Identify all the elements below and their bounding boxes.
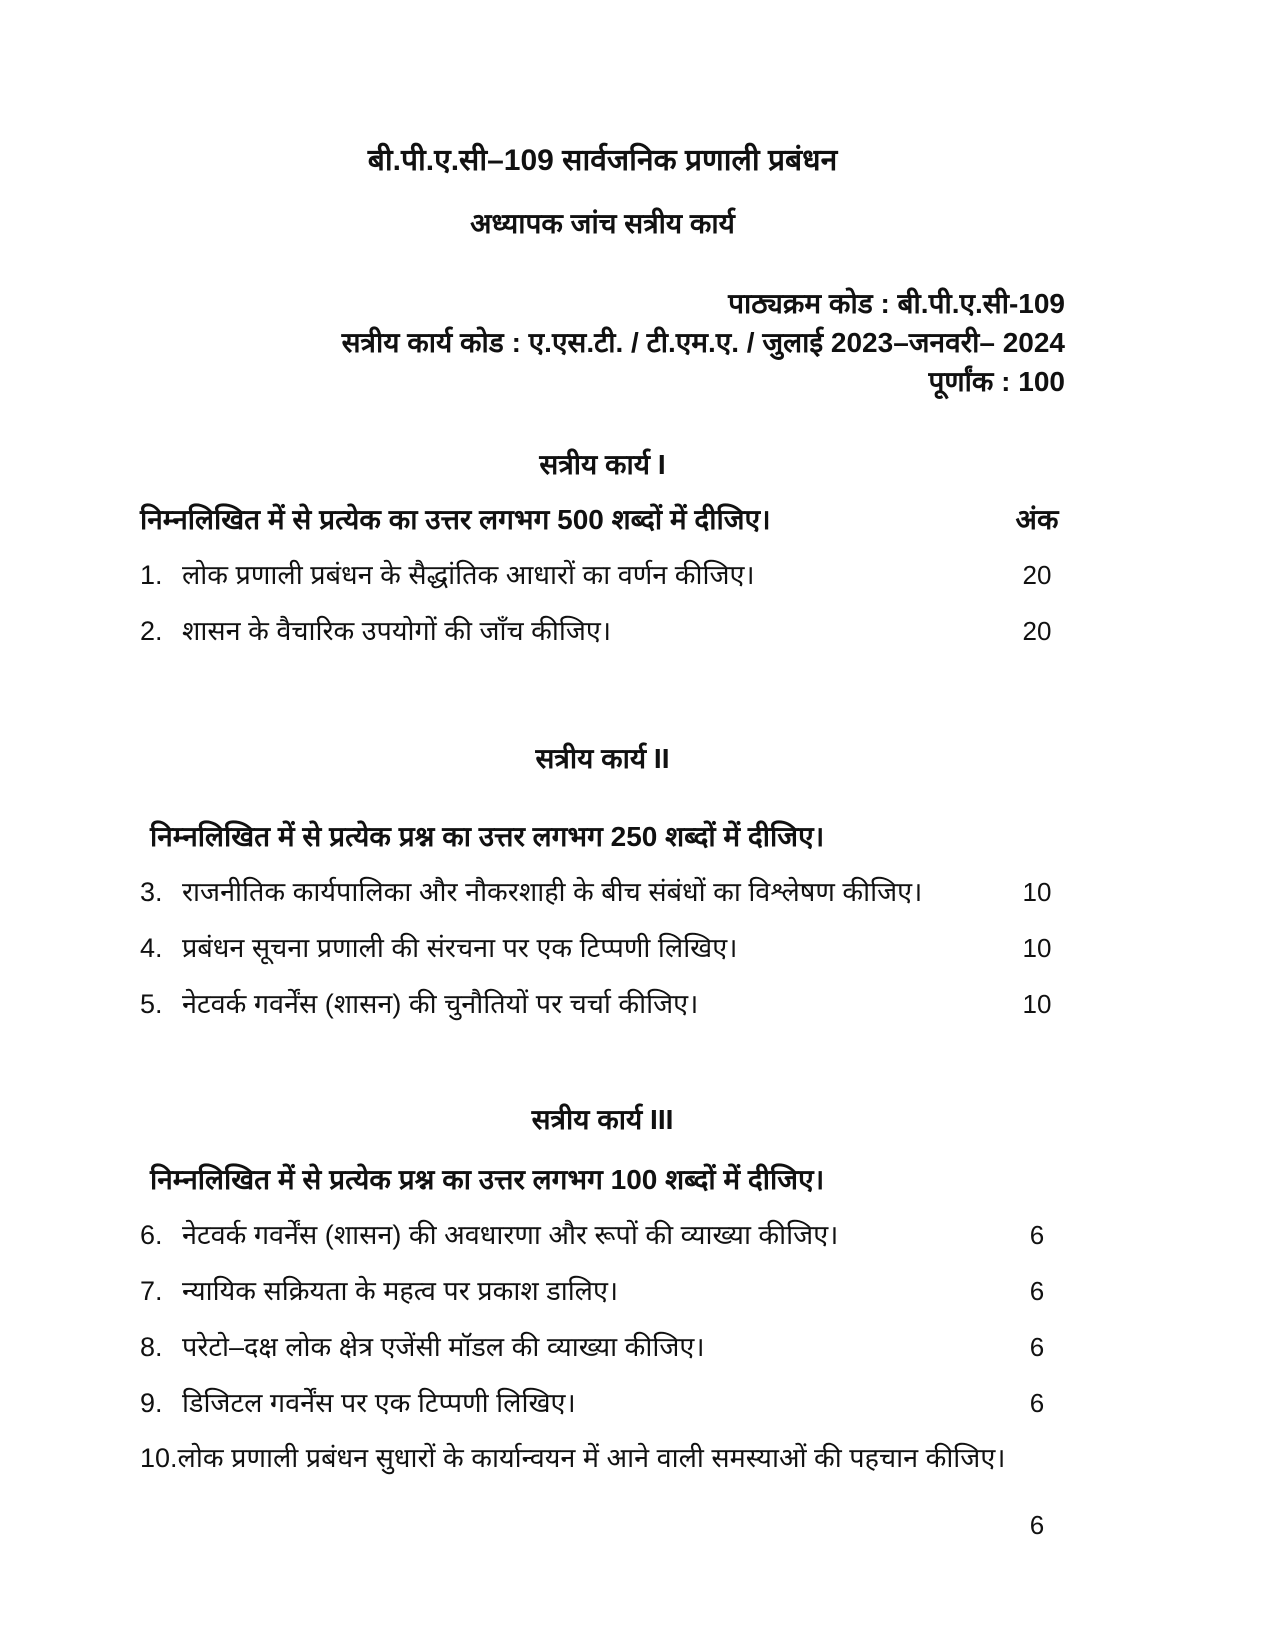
section-1-instruction: निम्नलिखित में से प्रत्येक का उत्तर लगभग 500 शब्दों में दीजिए। bbox=[140, 504, 771, 535]
question-text: लोक प्रणाली प्रबंधन के सैद्धांतिक आधारों का वर्णन कीजिए। bbox=[182, 560, 755, 590]
question-number: 3. bbox=[140, 877, 163, 907]
question-row-7 bbox=[140, 1274, 1065, 1309]
section-3-instruction: निम्नलिखित में से प्रत्येक प्रश्न का उत्तर लगभग 100 शब्दों में दीजिए। bbox=[150, 1164, 825, 1195]
section-1-heading: सत्रीय कार्य I bbox=[539, 449, 666, 480]
question-marks: 10 bbox=[1022, 989, 1052, 1019]
question-marks: 10 bbox=[1022, 877, 1052, 907]
section-3-instruction-row bbox=[140, 1162, 1065, 1198]
question-marks: 6 bbox=[1029, 1388, 1045, 1418]
question-text: राजनीतिक कार्यपालिका और नौकरशाही के बीच संबंधों का विश्लेषण कीजिए। bbox=[182, 877, 923, 907]
page-subtitle: अध्यापक जांच सत्रीय कार्य bbox=[470, 208, 735, 239]
question-marks: 6 bbox=[1029, 1276, 1045, 1306]
question-marks: 6 bbox=[1029, 1332, 1045, 1362]
max-marks-line: पूर्णांक : 100 bbox=[928, 366, 1065, 397]
question-marks: 20 bbox=[1022, 560, 1052, 590]
section-2-instruction-row bbox=[140, 819, 1065, 855]
question-number: 9. bbox=[140, 1388, 163, 1418]
section-2-instruction: निम्नलिखित में से प्रत्येक प्रश्न का उत्तर लगभग 250 शब्दों में दीजिए। bbox=[150, 821, 825, 852]
question-text: न्यायिक सक्रियता के महत्व पर प्रकाश डालिए। bbox=[182, 1276, 619, 1306]
question-number: 2. bbox=[140, 616, 163, 646]
question-text: लोक प्रणाली प्रबंधन सुधारों के कार्यान्वयन में आने वाली समस्याओं की पहचान कीजिए। bbox=[177, 1443, 1006, 1473]
question-text: शासन के वैचारिक उपयोगों की जाँच कीजिए। bbox=[182, 616, 612, 646]
question-marks: 10 bbox=[1022, 933, 1052, 963]
question-text: डिजिटल गवर्नेंस पर एक टिप्पणी लिखिए। bbox=[182, 1388, 576, 1418]
question-number: 8. bbox=[140, 1332, 163, 1362]
question-row-2 bbox=[140, 614, 1065, 649]
section-2-heading: सत्रीय कार्य II bbox=[535, 743, 670, 774]
question-row-8 bbox=[140, 1330, 1065, 1365]
question-row-6 bbox=[140, 1218, 1065, 1253]
question-row-9 bbox=[140, 1386, 1065, 1421]
section-1-instruction-row bbox=[140, 502, 1065, 538]
question-text: नेटवर्क गवर्नेंस (शासन) की चुनौतियों पर चर्चा कीजिए। bbox=[182, 989, 699, 1019]
question-number: 10. bbox=[140, 1443, 178, 1473]
section-3-heading: सत्रीय कार्य III bbox=[531, 1104, 674, 1135]
question-text: नेटवर्क गवर्नेंस (शासन) की अवधारणा और रूपों की व्याख्या कीजिए। bbox=[182, 1220, 839, 1250]
assignment-code-line: सत्रीय कार्य कोड : ए.एस.टी. / टी.एम.ए. / जुलाई 2023–जनवरी– 2024 bbox=[341, 327, 1065, 358]
document-content bbox=[140, 0, 1065, 1542]
question-row-5 bbox=[140, 987, 1065, 1022]
page-title: बी.पी.ए.सी–109 सार्वजनिक प्रणाली प्रबंधन bbox=[367, 144, 838, 177]
question-marks: 6 bbox=[1029, 1510, 1045, 1540]
marks-column-header: अंक bbox=[1015, 504, 1059, 535]
question-marks: 20 bbox=[1022, 616, 1052, 646]
question-row-1 bbox=[140, 558, 1065, 593]
question-number: 4. bbox=[140, 933, 163, 963]
question-row-10 bbox=[140, 1441, 1065, 1476]
question-row-3 bbox=[140, 875, 1065, 910]
question-number: 7. bbox=[140, 1276, 163, 1306]
question-row-4 bbox=[140, 931, 1065, 966]
question-marks: 6 bbox=[1029, 1220, 1045, 1250]
question-text: परेटो–दक्ष लोक क्षेत्र एजेंसी मॉडल की व्याख्या कीजिए। bbox=[182, 1332, 705, 1362]
question-10-marks-row bbox=[140, 1508, 1065, 1542]
question-number: 1. bbox=[140, 560, 163, 590]
question-number: 5. bbox=[140, 989, 163, 1019]
question-text: प्रबंधन सूचना प्रणाली की संरचना पर एक टिप्पणी लिखिए। bbox=[182, 933, 738, 963]
code-block bbox=[140, 284, 1065, 401]
question-number: 6. bbox=[140, 1220, 163, 1250]
course-code-line: पाठ्यक्रम कोड : बी.पी.ए.सी-109 bbox=[728, 288, 1065, 319]
